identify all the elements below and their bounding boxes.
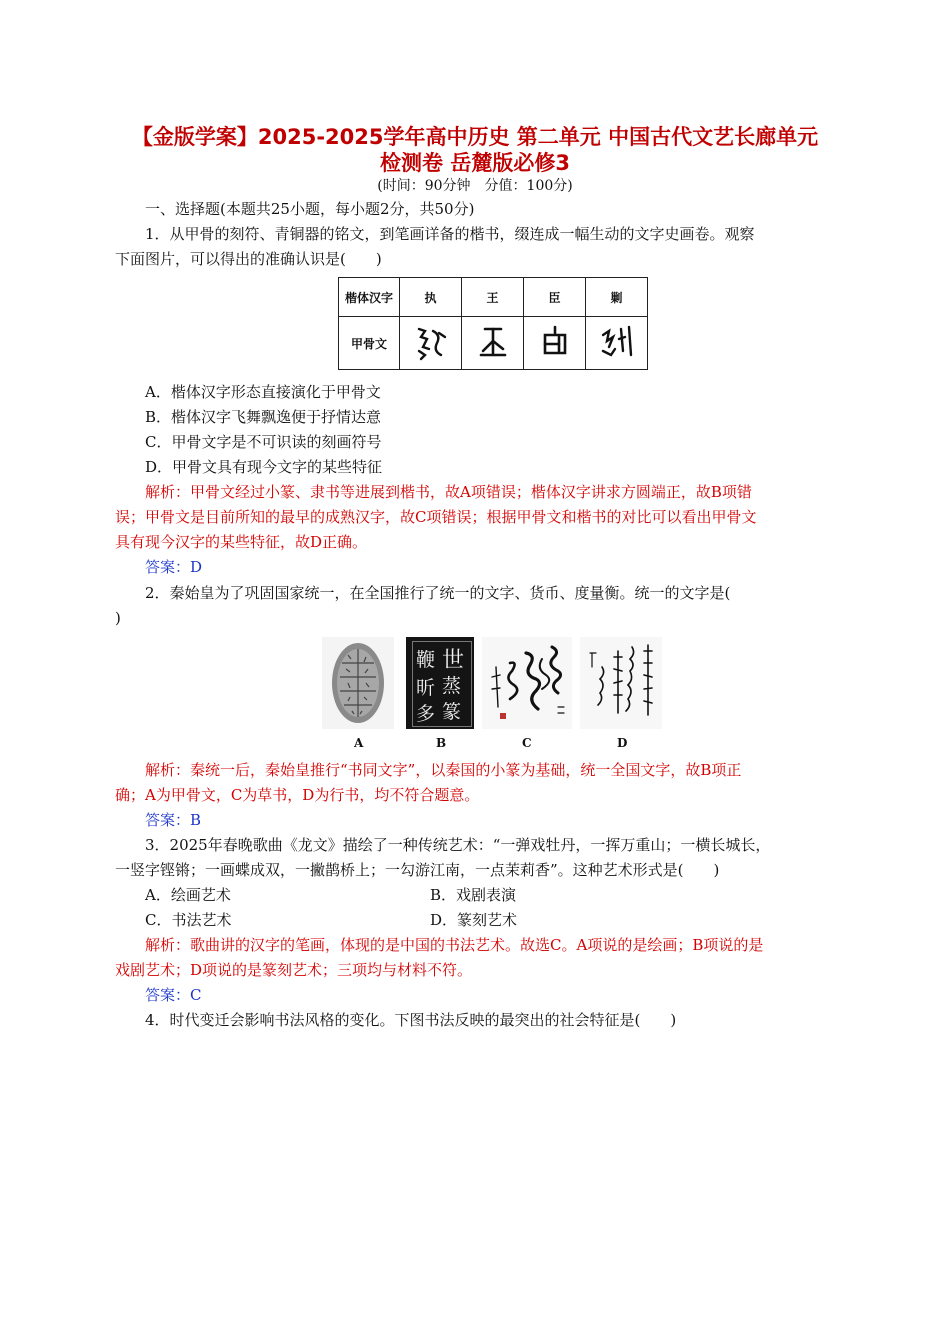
- row-label-kaishu: 楷体汉字: [339, 278, 400, 317]
- q3-options-row1: [145, 883, 867, 908]
- q1-option-d: D．甲骨文具有现今文字的某些特征: [145, 458, 383, 476]
- image-oracle-bone: [322, 637, 394, 729]
- image-running-script: [580, 637, 662, 729]
- seal-char: 鞭: [416, 649, 436, 671]
- image-label-a: A: [354, 736, 364, 750]
- char-cell: 臣: [524, 278, 586, 317]
- seal-char: 世: [442, 648, 465, 673]
- q2-stem-2: ): [115, 609, 121, 627]
- q3-options-row2: [145, 908, 867, 933]
- oracle-glyph-cell: [586, 317, 648, 370]
- q1-stem-2: 下面图片，可以得出的准确认识是( ): [115, 250, 382, 268]
- seal-char: 多: [416, 703, 436, 725]
- q3-option-c: C．书法艺术: [145, 911, 232, 929]
- oracle-glyph-zhi-icon: [411, 321, 451, 363]
- section-heading: 一、选择题(本题共25小题，每小题2分，共50分): [145, 200, 475, 218]
- q3-option-a: A．绘画艺术: [145, 886, 231, 904]
- script-comparison-table: [338, 277, 648, 370]
- image-label-b: B: [436, 736, 447, 750]
- char-cell: 王: [462, 278, 524, 317]
- q3-analysis-2: 戏剧艺术；D项说的是篆刻艺术；三项均与材料不符。: [115, 961, 473, 979]
- char-cell: 执: [400, 278, 462, 317]
- time-score-info: (时间：90分钟 分值：100分): [377, 178, 573, 194]
- seal-char: 昕: [416, 677, 436, 699]
- q3-stem-2: 一竖字铿锵；一画蝶成双，一撇鹊桥上；一勾游江南，一点茉莉香”。这种艺术形式是( ): [115, 861, 720, 879]
- q3-answer: 答案：C: [145, 986, 202, 1004]
- q1-analysis-1: 解析：甲骨文经过小篆、隶书等进展到楷书，故A项错误；楷体汉字讲求方圆端正，故B项错: [145, 483, 752, 501]
- q4-stem: 4．时代变迁会影响书法风格的变化。下图书法反映的最突出的社会特征是( ): [145, 1011, 677, 1029]
- q1-option-c: C．甲骨文字是不可识读的刻画符号: [145, 433, 382, 451]
- image-label-c: C: [522, 736, 532, 750]
- q1-analysis-3: 具有现今汉字的某些特征，故D正确。: [115, 533, 368, 551]
- doc-title-line1: 【金版学案】2025-2025学年高中历史 第二单元 中国古代文艺长廊单元: [131, 125, 819, 149]
- image-seal-script: [406, 637, 474, 729]
- q1-option-b: B．楷体汉字飞舞飘逸便于抒情达意: [145, 408, 382, 426]
- q2-analysis-2: 确；A为甲骨文，C为草书，D为行书，均不符合题意。: [115, 786, 480, 804]
- seal-char: 篆: [442, 701, 462, 723]
- row-label-oracle: 甲骨文: [339, 317, 400, 370]
- q3-option-b: B．戏剧表演: [430, 886, 517, 904]
- q1-stem-1: 1．从甲骨的刻符、青铜器的铭文，到笔画详备的楷书，缀连成一幅生动的文字史画卷。观察: [145, 225, 755, 243]
- oracle-glyph-cell: [462, 317, 524, 370]
- image-label-d: D: [617, 736, 628, 750]
- char-cell: 剿: [586, 278, 648, 317]
- image-cursive-script: [482, 637, 572, 729]
- seal-char: 蒸: [442, 675, 462, 697]
- q2-analysis-1: 解析：秦统一后，秦始皇推行“书同文字”，以秦国的小篆为基础，统一全国文字，故B项正: [145, 761, 742, 779]
- q3-option-d: D．篆刻艺术: [430, 911, 518, 929]
- oracle-glyph-wang-icon: [473, 321, 513, 363]
- q3-stem-1: 3．2025年春晚歌曲《龙文》描绘了一种传统艺术：“一弹戏牡丹，一挥万重山；一横长城长，: [145, 836, 771, 854]
- q3-analysis-1: 解析：歌曲讲的汉字的笔画，体现的是中国的书法艺术。故选C。A项说的是绘画；B项说的是: [145, 936, 764, 954]
- q2-answer: 答案：B: [145, 811, 202, 829]
- q1-option-a: A．楷体汉字形态直接演化于甲骨文: [145, 383, 381, 401]
- oracle-glyph-cell: [524, 317, 586, 370]
- oracle-glyph-jiao-icon: [597, 321, 637, 363]
- q2-stem-1: 2．秦始皇为了巩固国家统一，在全国推行了统一的文字、货币、度量衡。统一的文字是(: [145, 584, 731, 602]
- oracle-glyph-cell: [400, 317, 462, 370]
- doc-title-line2: 检测卷 岳麓版必修3: [380, 151, 570, 175]
- oracle-glyph-chen-icon: [535, 321, 575, 363]
- q1-answer: 答案：D: [145, 558, 203, 576]
- q1-analysis-2: 误；甲骨文是目前所知的最早的成熟汉字，故C项错误；根据甲骨文和楷书的对比可以看出甲骨文: [115, 508, 757, 526]
